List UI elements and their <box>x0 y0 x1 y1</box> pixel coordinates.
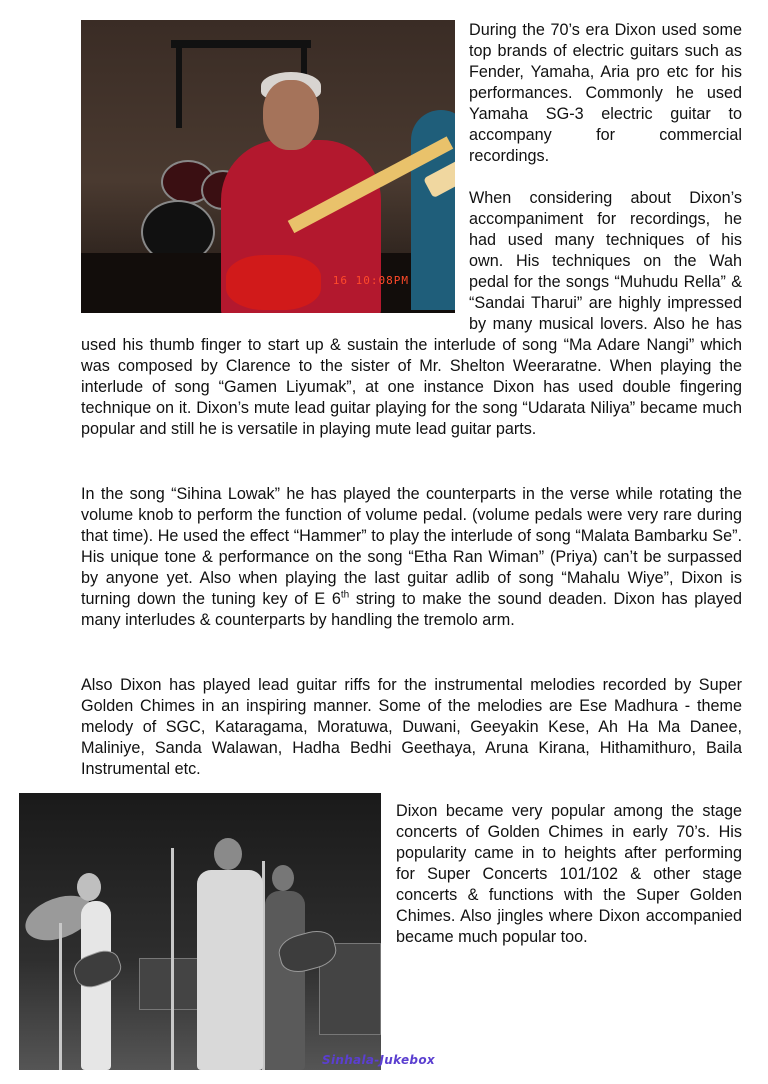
text-block-1 <box>81 20 742 440</box>
paragraph-techniques: When considering about Dixon’s accompaniment for recordings, he had used many techniques of his own. His techniques on the Wah pedal for the songs “Muhudu Rella” & “Sandai Tharui” are highly impressed by many musical lovers. Also he has used his thumb finger to start up & sustain the interlude of song “Ma Adare Nangi” which was composed by Clarence to the sister of Mr. Shelton Weeraratne. When playing the interlude of song “Gamen Liyumak”, at one instance Dixon has used double fingering technique on it. Dixon’s mute lead guitar playing for the song “Udarata Niliya” became much popular and still he is versatile in playing mute lead guitar parts. <box>81 189 742 438</box>
paragraph-melodies: Also Dixon has played lead guitar riffs for the instrumental melodies recorded by Super Golden Chimes in an inspiring manner. Some of the melodies are Ese Madhura - theme melody of SGC, Kataragama, Moratuwa, Duwani, Geeyakin Kese, Ah Ha Ma Danee, Maliniye, Sanda Walawan, Hadha Bedhi Geethaya, Aruna Kirana, Hithamithuro, Baila Instrumental etc. <box>81 676 742 778</box>
paragraph-guitars: During the 70’s era Dixon used some top brands of electric guitars such as Fender, Yamaha, Aria pro etc for his performances. Commonly he used Yamaha SG-3 electric guitar to accompany for commercial recordings. <box>469 21 742 165</box>
band-photo <box>19 793 381 1070</box>
paragraph-popularity: Dixon became very popular among the stage concerts of Golden Chimes in early 70’s. His popularity came in to heights after performing for Super Concerts 101/102 & other stage concerts & functions with the Super Golden Chimes. Also jingles where Dixon accompanied became much popular too. <box>396 802 742 946</box>
watermark-logo: Sinhala-Jukebox <box>322 1053 435 1067</box>
guitarist-photo <box>81 20 455 313</box>
photo-timestamp: 16 10:08PM <box>332 274 409 287</box>
paragraph-effects: In the song “Sihina Lowak” he has played the counterparts in the verse while rotating the volume knob to perform the function of volume pedal. (volume pedals were very rare during that time). He used the effect “Hammer” to play the interlude of song “Malata Bambarku Se”. His unique tone & performance on the song “Etha Ran Wiman” (Priya) can’t be surpassed by anyone yet. Also when playing the last guitar adlib of song “Mahalu Wiye”, Dixon is turning down the tuning key of E 6th string to make the sound deaden. Dixon has played many interludes & counterparts by handling the tremolo arm. <box>81 485 743 629</box>
superscript-th: th <box>340 589 350 601</box>
